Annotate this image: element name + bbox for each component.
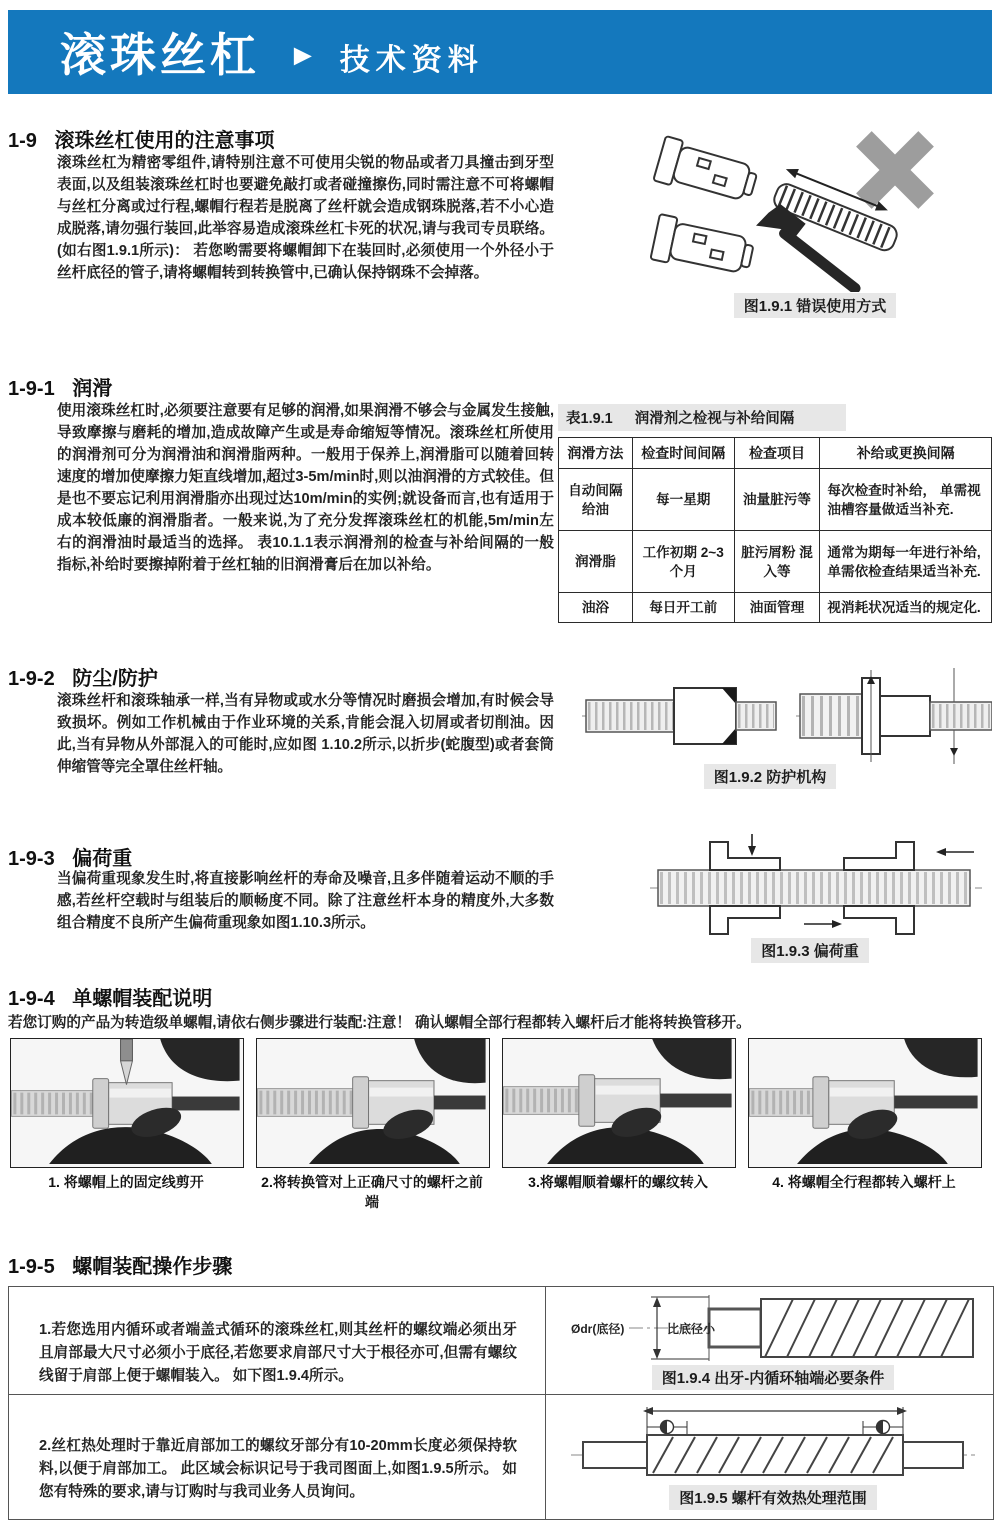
step-2-caption: 2.将转换管对上正确尺寸的螺杆之前端 [261, 1174, 483, 1210]
figure-1-9-5-drawing [569, 1405, 977, 1483]
step-photo-3 [502, 1038, 736, 1168]
section-1-9-title: 滚珠丝杠使用的注意事项 [54, 130, 275, 152]
table-1-9-1-caption [558, 404, 846, 431]
table-cell: 视消耗状况适当的规定化. [820, 593, 992, 623]
table-cell: 每日开工前 [632, 593, 734, 623]
section-1-9-2-body: 滚珠丝杆和滚珠轴承一样,当有异物或或水分等情况时磨损会增加,有时候会导致损坏。例如工作机械由于作业环境的关系,肯能会混入切屑或者切削油。因此,当有异物从外部混入的可能时,应如图 1.10.2所示,以折步(蛇腹型)或者套筒伸缩管等完全罩住丝杆轴。 [57, 693, 554, 775]
page-title: 滚珠丝杠 [60, 29, 260, 81]
table-cell: 每次检查时补给， 单需视油槽容量做适当补充. [820, 469, 992, 531]
col-header: 检查时间间隔 [632, 438, 734, 469]
table-cell: 自动间隔给油 [559, 469, 633, 531]
table-cell: 润滑脂 [559, 531, 633, 593]
table-cell: 脏污屑粉 混入等 [734, 531, 820, 593]
table-row [559, 593, 992, 623]
step-3-caption: 3.将螺帽顺着螺杆的螺纹转入 [528, 1174, 708, 1190]
table-label: 表1.9.1 [566, 411, 613, 427]
table-cell: 油浴 [559, 593, 633, 623]
table-row [559, 469, 992, 531]
step-photo-4 [748, 1038, 982, 1168]
grid-horizontal-divider [9, 1394, 993, 1395]
section-1-9-4-heading [8, 982, 212, 1011]
section-1-9-4-intro: 若您订购的产品为转造级单螺帽,请依右侧步骤进行装配:注意！ 确认螺帽全部行程都转入螺杆后才能将转换管移开。 [8, 1015, 751, 1031]
ballscrew-nut-drawing [650, 214, 755, 279]
section-1-9-3-number: 1-9-3 [8, 848, 55, 870]
section-1-9-1-heading [8, 372, 112, 401]
figure-1-9-3-caption: 图1.9.3 偏荷重 [660, 938, 960, 963]
section-1-9-5-heading [8, 1250, 232, 1279]
step-1-caption: 1. 将螺帽上的固定线剪开 [48, 1174, 204, 1190]
assembly-note-2: 2.丝杠热处理时于靠近肩部加工的螺纹牙部分有10-20mm长度必须保持软料,以便于肩部加工。 此区域会标识记号于我司图面上,如图1.9.5所示。 如您有特殊的要求,请与订购时与我司业务人员询问。 [39, 1438, 517, 1500]
page-header-banner [8, 10, 992, 94]
grid-vertical-divider [545, 1287, 546, 1519]
figure-1-9-2-caption: 图1.9.2 防护机构 [600, 764, 940, 789]
ballscrew-nut-drawing [653, 136, 760, 207]
figure-1-9-2-protection-drawing [578, 668, 992, 764]
section-1-9-number: 1-9 [8, 130, 37, 152]
figure-1-9-5-caption: 图1.9.5 螺杆有效热处理范围 [569, 1485, 977, 1510]
step-photo-2 [256, 1038, 490, 1168]
col-header: 补给或更换间隔 [820, 438, 992, 469]
table-cell: 油量脏污等 [734, 469, 820, 531]
assembly-steps-grid [8, 1286, 994, 1520]
table-cell: 通常为期每一年进行补给,单需依检查结果适当补充. [820, 531, 992, 593]
figure-1-9-4-drawing [569, 1295, 977, 1361]
lubrication-table [558, 437, 992, 623]
fig194-smaller-label: 比底径小 [667, 1322, 716, 1336]
figure-1-9-3-offset-load-drawing [648, 832, 984, 940]
section-1-9-3-body: 当偏荷重现象发生时,将直接影响丝杆的寿命及噪音,且多伴随着运动不顺的手感,若丝杆空载时与组装后的顺畅度不同。除了注意丝杆本身的精度外,大多数组合精度不良所产生偏荷重现象如图1.10.3所示。 [57, 871, 554, 931]
x-mark-icon [856, 131, 934, 209]
lubrication-table-block [558, 404, 992, 623]
table-cell: 每一星期 [632, 469, 734, 531]
section-1-9-4-title: 单螺帽装配说明 [72, 988, 213, 1010]
table-title: 润滑剂之检视与补给间隔 [634, 411, 795, 427]
section-1-9-2-title: 防尘/防护 [72, 668, 158, 690]
page-subtitle: 技术资料 [339, 44, 484, 77]
section-1-9-4-number: 1-9-4 [8, 988, 55, 1010]
section-1-9-2-heading [8, 662, 158, 691]
assembly-note-1: 1.若您选用内循环或者端盖式循环的滚珠丝杠,则其丝杆的螺纹端必须出牙且肩部最大尺寸必须小于底径,若您要求肩部尺寸大于根径亦可,但需有螺纹线留于肩部上便于螺帽装入。 如下图1.9.4所示。 [39, 1322, 517, 1384]
section-1-9-body: 滚珠丝杠为精密零组件,请特别注意不可使用尖锐的物品或者刀具撞击到牙型表面,以及组装滚珠丝杠时也要避免敲打或者碰撞擦伤,同时需注意不可将螺帽与丝杠分离或过行程,螺帽行程若是脱离了丝杆就会造成钢珠脱落,若不小心造成脱落,请勿强行装回,此举容易造成滚珠丝杠卡死的状况,请与我司专员联络。(如右图1.9.1所示)： 若您哟需要将螺帽卸下在装回时,必须使用一个外径小于丝杆底径的管子,请将螺帽转到转换管中,已确认保持钢珠不会掉落。 [57, 155, 554, 281]
table-cell: 工作初期 2~3个月 [632, 531, 734, 593]
table-row [559, 531, 992, 593]
section-1-9-heading [8, 124, 274, 153]
col-header: 检查项目 [734, 438, 820, 469]
section-1-9-1-number: 1-9-1 [8, 378, 55, 400]
table-header-row [559, 438, 992, 469]
col-header: 润滑方法 [559, 438, 633, 469]
fig194-diameter-label: Ødr(底径) [571, 1322, 625, 1336]
section-1-9-3-title: 偏荷重 [72, 848, 133, 870]
table-cell: 油面管理 [734, 593, 820, 623]
arrow-right-icon: ► [288, 39, 318, 72]
figure-1-9-1-wrong-use-drawing [648, 122, 978, 292]
section-1-9-5-number: 1-9-5 [8, 1256, 55, 1278]
section-1-9-1-body: 使用滚珠丝杠时,必须要注意要有足够的润滑,如果润滑不够会与金属发生接触,导致摩擦与磨耗的增加,造成故障产生或是寿命缩短等情况。滚珠丝杠所使用的润滑剂可分为润滑油和润滑脂两种。一般用于保养上,润滑脂可以随着回转速度的增加使摩擦力矩直线增加,超过3-5m/min时,则以油润滑的方式较佳。但是也不要忘记利用润滑脂亦出现过达10m/min的实例;就设备而言,也有适用于成本较低廉的润滑脂者。一般来说,为了充分发挥滚珠丝杠的机能,5m/min左右的润滑油时最适当的选择。 表10.1.1表示润滑剂的检查与补给间隔的一般指标,补给时要擦掉附着于丝杠轴的旧润滑膏后在加以补给。 [57, 403, 554, 573]
figure-1-9-4-caption: 图1.9.4 出牙-内循环轴端必要条件 [569, 1365, 977, 1390]
step-4-caption: 4. 将螺帽全行程都转入螺杆上 [772, 1174, 956, 1190]
figure-1-9-1-caption: 图1.9.1 错误使用方式 [660, 293, 970, 318]
step-photo-1 [10, 1038, 244, 1168]
section-1-9-5-title: 螺帽装配操作步骤 [72, 1256, 233, 1278]
section-1-9-2-number: 1-9-2 [8, 668, 55, 690]
section-1-9-3-heading [8, 842, 132, 871]
section-1-9-1-title: 润滑 [72, 378, 113, 400]
